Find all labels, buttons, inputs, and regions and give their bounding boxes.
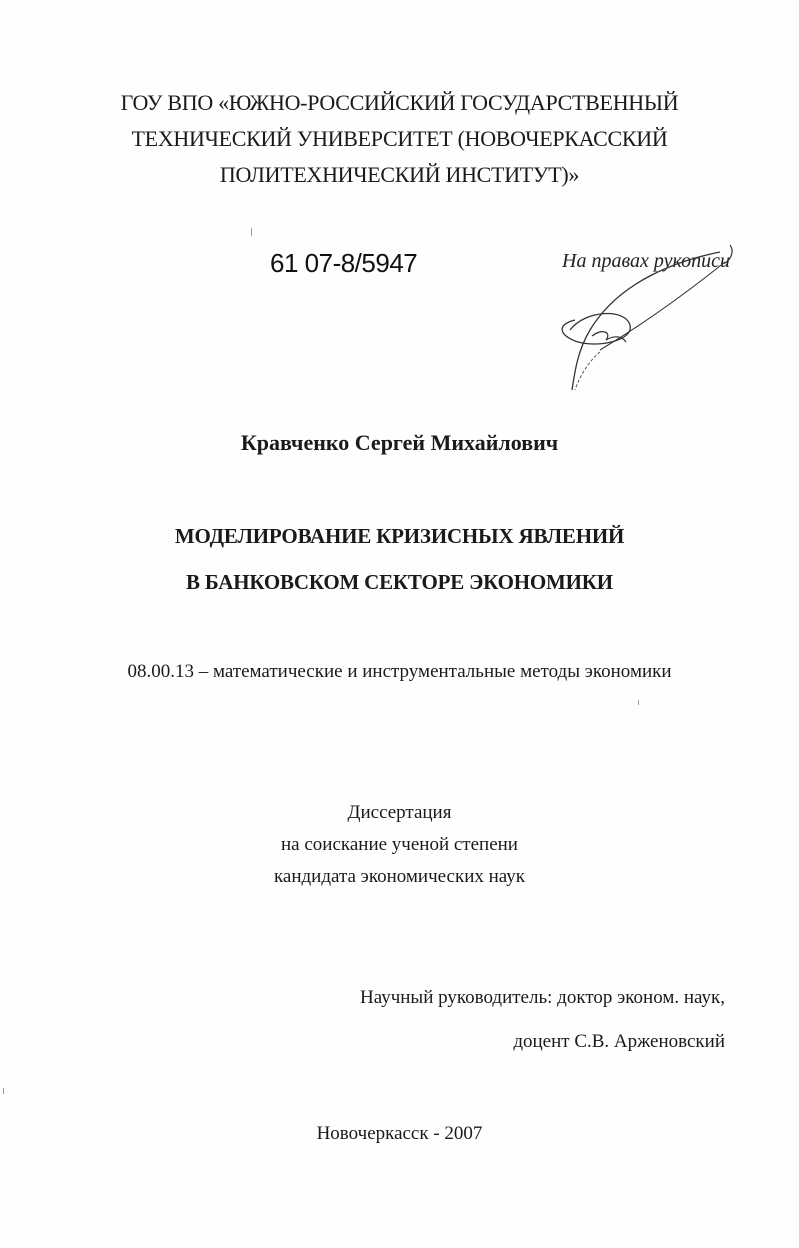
specialty-code: 08.00.13 – математические и инструментальные методы экономики (127, 661, 672, 682)
city-year: Новочеркасск - 2007 (316, 1123, 483, 1144)
handwritten-signature (530, 240, 745, 400)
manuscript-note: На правах рукописи (562, 250, 730, 272)
supervisor-line-2: доцент С.В. Арженовский (513, 1031, 725, 1052)
author-name: Кравченко Сергей Михайлович (240, 430, 559, 455)
degree-block (0, 797, 799, 893)
scan-speck (638, 700, 639, 705)
dissertation-title-line-1: МОДЕЛИРОВАНИЕ КРИЗИСНЫХ ЯВЛЕНИЙ (174, 524, 625, 548)
organization-line-3: ПОЛИТЕХНИЧЕСКИЙ ИНСТИТУТ)» (219, 162, 580, 187)
scan-speck (251, 228, 252, 236)
supervisor-line-1: Научный руководитель: доктор эконом. наук, (360, 987, 725, 1008)
degree-line-3: кандидата экономических наук (273, 866, 526, 887)
dissertation-title-line-2: В БАНКОВСКОМ СЕКТОРЕ ЭКОНОМИКИ (186, 570, 613, 594)
scan-speck (3, 1088, 4, 1094)
organization-line-2: ТЕХНИЧЕСКИЙ УНИВЕРСИТЕТ (НОВОЧЕРКАССКИЙ (131, 126, 668, 151)
degree-line-2: на соискание ученой степени (281, 834, 518, 855)
organization-block (0, 85, 799, 193)
degree-line-1: Диссертация (347, 802, 452, 823)
registration-number: 61 07-8/5947 (270, 248, 418, 278)
organization-line-1: ГОУ ВПО «ЮЖНО-РОССИЙСКИЙ ГОСУДАРСТВЕННЫЙ (120, 90, 679, 115)
